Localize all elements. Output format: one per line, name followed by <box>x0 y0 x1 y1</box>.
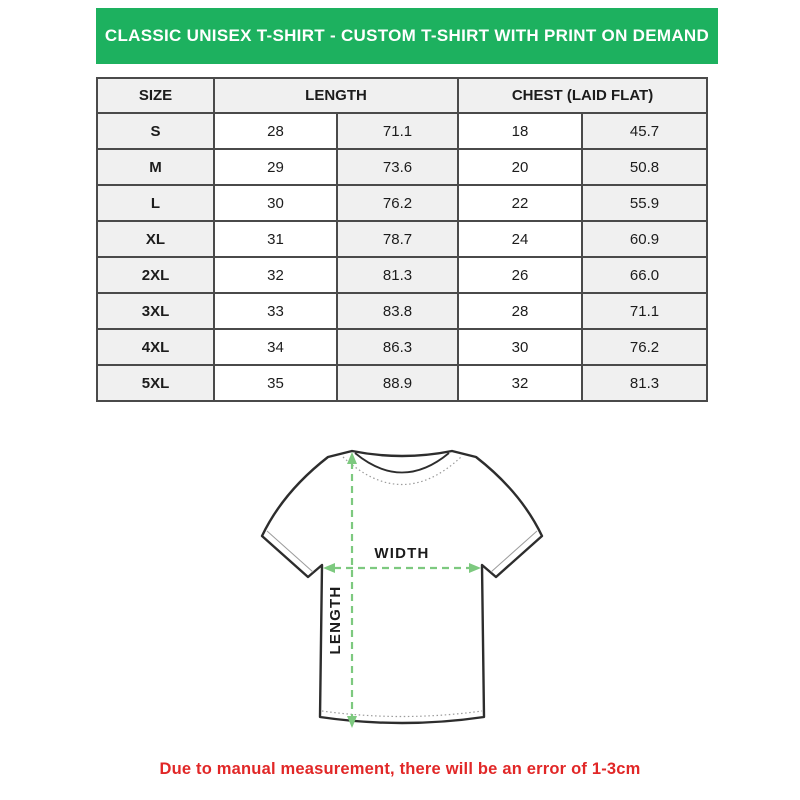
cell-size: 3XL <box>97 293 214 329</box>
cell-chest-cm: 81.3 <box>582 365 707 401</box>
cell-length-cm: 73.6 <box>337 149 458 185</box>
length-label: LENGTH <box>327 585 344 655</box>
cell-length-in: 32 <box>214 257 337 293</box>
table-row <box>97 221 707 257</box>
cell-chest-in: 30 <box>458 329 582 365</box>
cell-chest-cm: 45.7 <box>582 113 707 149</box>
cell-length-cm: 83.8 <box>337 293 458 329</box>
cell-size: 2XL <box>97 257 214 293</box>
cell-size: 5XL <box>97 365 214 401</box>
table-row <box>97 293 707 329</box>
measurement-error-note: Due to manual measurement, there will be an error of 1-3cm <box>159 760 641 778</box>
cell-chest-in: 28 <box>458 293 582 329</box>
cell-length-cm: 88.9 <box>337 365 458 401</box>
cell-chest-in: 22 <box>458 185 582 221</box>
table-row <box>97 329 707 365</box>
cell-chest-in: 26 <box>458 257 582 293</box>
page-title: CLASSIC UNISEX T-SHIRT - CUSTOM T-SHIRT WITH PRINT ON DEMAND <box>96 8 718 64</box>
cell-length-in: 34 <box>214 329 337 365</box>
cell-chest-cm: 60.9 <box>582 221 707 257</box>
tshirt-outline-icon <box>262 451 542 723</box>
cell-length-in: 28 <box>214 113 337 149</box>
cell-length-in: 35 <box>214 365 337 401</box>
cell-chest-in: 20 <box>458 149 582 185</box>
cell-size: XL <box>97 221 214 257</box>
cell-chest-cm: 71.1 <box>582 293 707 329</box>
cell-chest-in: 32 <box>458 365 582 401</box>
cell-length-cm: 78.7 <box>337 221 458 257</box>
table-row <box>97 257 707 293</box>
table-row <box>97 113 707 149</box>
cell-length-in: 30 <box>214 185 337 221</box>
cell-length-cm: 76.2 <box>337 185 458 221</box>
cell-chest-cm: 50.8 <box>582 149 707 185</box>
cell-chest-cm: 66.0 <box>582 257 707 293</box>
cell-length-in: 33 <box>214 293 337 329</box>
cell-size: M <box>97 149 214 185</box>
cell-chest-in: 18 <box>458 113 582 149</box>
cell-length-cm: 71.1 <box>337 113 458 149</box>
tshirt-measurement-diagram <box>240 430 560 750</box>
cell-size: S <box>97 113 214 149</box>
cell-length-cm: 81.3 <box>337 257 458 293</box>
header-chest: CHEST (LAID FLAT) <box>458 78 707 113</box>
cell-length-cm: 86.3 <box>337 329 458 365</box>
size-table <box>96 77 708 402</box>
cell-chest-in: 24 <box>458 221 582 257</box>
cell-chest-cm: 76.2 <box>582 329 707 365</box>
table-header-row <box>97 78 707 113</box>
table-row <box>97 185 707 221</box>
header-size: SIZE <box>97 78 214 113</box>
cell-chest-cm: 55.9 <box>582 185 707 221</box>
header-length: LENGTH <box>214 78 458 113</box>
cell-size: L <box>97 185 214 221</box>
cell-size: 4XL <box>97 329 214 365</box>
cell-length-in: 29 <box>214 149 337 185</box>
cell-length-in: 31 <box>214 221 337 257</box>
width-label: WIDTH <box>374 545 430 562</box>
table-row <box>97 365 707 401</box>
table-row <box>97 149 707 185</box>
